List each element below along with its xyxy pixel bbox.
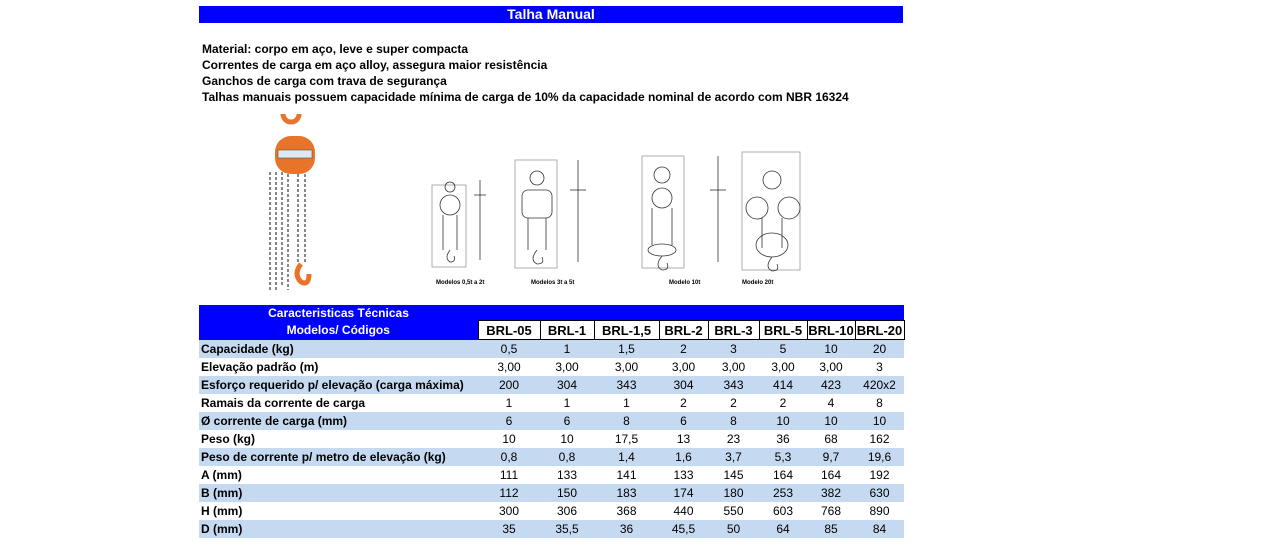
table-cell: 174 [659, 484, 708, 502]
table-cell: 8 [855, 394, 904, 412]
table-row [199, 466, 904, 484]
row-label: Capacidade (kg) [199, 340, 478, 359]
row-label: Elevação padrão (m) [199, 358, 478, 376]
table-cell: 300 [478, 502, 540, 520]
table-row [199, 412, 904, 430]
model-code: BRL-3 [708, 321, 759, 340]
table-cell: 9,7 [807, 448, 855, 466]
table-cell: 8 [594, 412, 659, 430]
table-cell: 164 [807, 466, 855, 484]
table-cell: 3,7 [708, 448, 759, 466]
table-cell: 111 [478, 466, 540, 484]
page-title: Talha Manual [199, 6, 903, 23]
table-cell: 133 [540, 466, 594, 484]
table-cell: 145 [708, 466, 759, 484]
table-cell: 306 [540, 502, 594, 520]
table-row [199, 358, 904, 376]
table-cell: 420x2 [855, 376, 904, 394]
table-cell: 414 [759, 376, 807, 394]
table-row [199, 484, 904, 502]
table-cell: 343 [708, 376, 759, 394]
table-cell: 13 [659, 430, 708, 448]
feature-item: Correntes de carga em aço alloy, assegura maior resistência [202, 58, 548, 72]
table-cell: 2 [708, 394, 759, 412]
table-row [199, 430, 904, 448]
table-cell: 23 [708, 430, 759, 448]
table-cell: 10 [759, 412, 807, 430]
table-cell: 10 [478, 430, 540, 448]
table-cell: 343 [594, 376, 659, 394]
table-cell: 1 [540, 340, 594, 359]
table-cell: 382 [807, 484, 855, 502]
table-cell: 423 [807, 376, 855, 394]
table-cell: 36 [759, 430, 807, 448]
model-code: BRL-1,5 [594, 321, 659, 340]
feature-item: Ganchos de carga com trava de segurança [202, 74, 447, 88]
table-cell: 768 [807, 502, 855, 520]
table-cell: 630 [855, 484, 904, 502]
spec-section-title: Caracteristicas Técnicas [199, 305, 478, 321]
table-cell: 6 [659, 412, 708, 430]
row-label: A (mm) [199, 466, 478, 484]
table-cell: 112 [478, 484, 540, 502]
table-cell: 0,8 [540, 448, 594, 466]
model-code: BRL-10 [808, 322, 854, 338]
table-cell: 5,3 [759, 448, 807, 466]
row-label: Peso (kg) [199, 430, 478, 448]
row-label: Peso de corrente p/ metro de elevação (kg) [199, 448, 478, 466]
table-cell: 890 [855, 502, 904, 520]
table-row [199, 520, 904, 538]
diagram-caption: Modelo 20t [742, 280, 774, 286]
table-cell: 150 [540, 484, 594, 502]
table-cell: 1,4 [594, 448, 659, 466]
table-cell: 2 [759, 394, 807, 412]
table-cell: 17,5 [594, 430, 659, 448]
spec-table [199, 305, 905, 538]
table-cell: 10 [540, 430, 594, 448]
table-cell: 0,8 [478, 448, 540, 466]
spec-header-row [199, 305, 904, 321]
diagram-caption: Modelos 3t a 5t [531, 280, 575, 286]
table-cell: 50 [708, 520, 759, 538]
table-cell: 1,5 [594, 340, 659, 359]
table-cell: 603 [759, 502, 807, 520]
table-cell: 5 [759, 340, 807, 359]
table-cell: 3,00 [540, 358, 594, 376]
row-label: Ramais da corrente de carga [199, 394, 478, 412]
table-cell: 10 [807, 340, 855, 359]
table-cell: 64 [759, 520, 807, 538]
table-cell: 4 [807, 394, 855, 412]
table-cell: 304 [659, 376, 708, 394]
table-cell: 550 [708, 502, 759, 520]
feature-item: Talhas manuais possuem capacidade mínima de carga de 10% da capacidade nominal de acordo com NBR 16324 [202, 90, 849, 104]
model-code: BRL-2 [659, 321, 708, 340]
table-cell: 3,00 [594, 358, 659, 376]
table-cell: 368 [594, 502, 659, 520]
table-cell: 141 [594, 466, 659, 484]
table-cell: 3,00 [708, 358, 759, 376]
row-label: B (mm) [199, 484, 478, 502]
table-cell: 3,00 [659, 358, 708, 376]
table-cell: 3,00 [478, 358, 540, 376]
table-cell: 10 [855, 412, 904, 430]
table-cell: 35,5 [540, 520, 594, 538]
table-cell: 440 [659, 502, 708, 520]
table-row [199, 394, 904, 412]
model-code: BRL-05 [478, 321, 540, 340]
table-cell: 200 [478, 376, 540, 394]
table-cell: 8 [708, 412, 759, 430]
table-cell: 192 [855, 466, 904, 484]
diagram-caption: Modelo 10t [669, 280, 701, 286]
table-cell: 2 [659, 340, 708, 359]
table-row [199, 376, 904, 394]
table-cell: 162 [855, 430, 904, 448]
table-cell: 2 [659, 394, 708, 412]
table-cell: 36 [594, 520, 659, 538]
model-code: BRL-5 [759, 321, 807, 340]
row-label: H (mm) [199, 502, 478, 520]
table-cell: 1 [478, 394, 540, 412]
table-cell: 6 [478, 412, 540, 430]
table-cell: 20 [855, 340, 904, 359]
model-code: BRL-20 [856, 322, 903, 338]
table-cell: 133 [659, 466, 708, 484]
table-cell: 6 [540, 412, 594, 430]
table-cell: 85 [807, 520, 855, 538]
model-code: BRL-1 [540, 321, 594, 340]
table-cell: 164 [759, 466, 807, 484]
table-row [199, 502, 904, 520]
table-cell: 84 [855, 520, 904, 538]
table-cell: 68 [807, 430, 855, 448]
table-row [199, 448, 904, 466]
table-cell: 0,5 [478, 340, 540, 359]
row-label: Ø corrente de carga (mm) [199, 412, 478, 430]
table-cell: 3 [855, 358, 904, 376]
table-cell: 19,6 [855, 448, 904, 466]
chain-hoist-photo [258, 114, 318, 296]
models-label: Modelos/ Códigos [199, 321, 478, 340]
table-row [199, 340, 904, 359]
feature-item: Material: corpo em aço, leve e super compacta [202, 42, 469, 56]
row-label: D (mm) [199, 520, 478, 538]
table-cell: 180 [708, 484, 759, 502]
table-cell: 3,00 [807, 358, 855, 376]
table-cell: 3,00 [759, 358, 807, 376]
diagram-caption: Modelos 0,5t a 2t [436, 280, 485, 286]
dimension-diagrams [410, 150, 830, 290]
table-cell: 253 [759, 484, 807, 502]
table-cell: 45,5 [659, 520, 708, 538]
table-cell: 35 [478, 520, 540, 538]
table-cell: 1 [540, 394, 594, 412]
table-cell: 304 [540, 376, 594, 394]
table-cell: 1 [594, 394, 659, 412]
models-header-row [199, 321, 904, 340]
table-cell: 1,6 [659, 448, 708, 466]
table-cell: 183 [594, 484, 659, 502]
table-cell: 10 [807, 412, 855, 430]
table-cell: 3 [708, 340, 759, 359]
row-label: Esforço requerido p/ elevação (carga máxima) [199, 376, 478, 394]
feature-list [202, 41, 849, 105]
